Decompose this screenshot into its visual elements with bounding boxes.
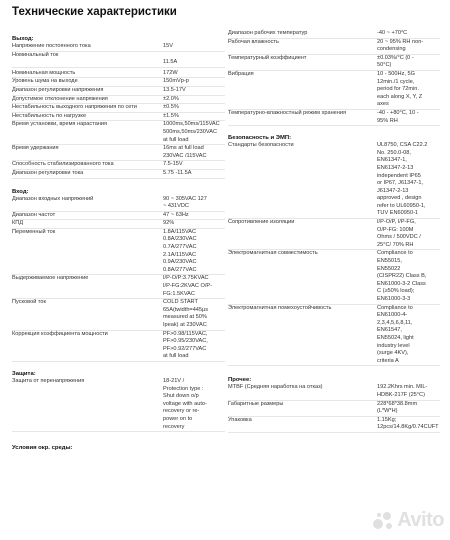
spec-row (12, 170, 225, 179)
spec-value-line: 47 ~ 63Hz (163, 211, 189, 218)
spec-row (228, 401, 440, 417)
spec-value-line: I/P-O/P, I/P-FG, (377, 219, 416, 226)
spec-value-line: ±2.0% (163, 95, 179, 102)
spec-value (163, 170, 225, 178)
spec-value-line: EN61347-1, (377, 157, 407, 164)
spec-label: Габаритные размеры (228, 400, 284, 407)
spec-value-line: criteria A (377, 357, 399, 364)
spec-value-line: 18-21V / (163, 377, 185, 384)
spec-value-line: PF>0.95/230VAC, (163, 338, 208, 345)
spec-value-line: 150mVp-p (163, 78, 189, 85)
spec-value-line: axes (377, 101, 389, 108)
spec-row (228, 110, 440, 126)
spec-row (12, 145, 225, 161)
spec-value-line: EN61347-2-13 (377, 164, 414, 171)
spec-label: MTBF (Средняя наработка на отказ) (228, 384, 323, 391)
spec-value-line: PF>0.98/115VAC, (163, 330, 208, 337)
spec-value (163, 196, 225, 211)
spec-value-line: recovery or re- (163, 408, 200, 415)
spec-value-line: Ohms / 500VDC / (377, 234, 421, 241)
spec-row (12, 220, 225, 229)
spec-value-line: refer to UL60950-1, (377, 202, 426, 209)
spec-label: Переменный ток (12, 228, 56, 235)
spec-value (163, 104, 225, 112)
spec-row (12, 299, 225, 330)
spec-value-line: -40 ~ +70°C (377, 30, 408, 36)
spec-label: Рабочая влажность (228, 38, 279, 45)
spec-value-line: EN55024, light (377, 334, 414, 341)
spec-value-line: 25°C/ 70% RH (377, 241, 414, 248)
spec-value (163, 78, 225, 86)
spec-value-line: 500ms,50ms/230VAC (163, 128, 217, 135)
spec-row (12, 196, 225, 212)
spec-value-line: 230VAC /115VAC (163, 152, 207, 159)
spec-label: Номинальный ток (12, 51, 59, 58)
spec-value-line: FG:1.5KVAC (163, 290, 195, 297)
spec-value-line: EN61000-3-3 (377, 296, 411, 302)
spec-value-line: HDBK-217F (25°C) (377, 391, 425, 398)
spec-value-line: period for 72min. (377, 86, 419, 93)
spec-row (228, 55, 440, 71)
spec-value-line: 2.1A/115VAC (163, 251, 197, 258)
spec-value (163, 121, 225, 144)
spec-label: Нестабильность по нагрузке (12, 112, 87, 119)
spec-label: Электромагнитная помехоустойчивость (228, 304, 332, 311)
spec-value-line: or IP67, J61347-1, (377, 180, 424, 187)
spec-value (377, 401, 440, 416)
spec-value-line: 2,3,4,5,6,8,11, (377, 319, 413, 326)
spec-value-line: 20 ~ 95% RH non- (377, 38, 424, 45)
spec-value (163, 331, 225, 361)
spec-value-line: I/P-FG:2KVAC O/P- (163, 283, 213, 290)
spec-value-line: 1000ms,50ms/115VAC (163, 121, 220, 128)
spec-value (377, 39, 440, 54)
spec-value (163, 161, 225, 169)
spec-label: Напряжение постоянного тока (12, 43, 91, 49)
spec-row (12, 78, 225, 87)
spec-row (12, 96, 225, 105)
spec-value-line: C (≥50% load); (377, 288, 415, 295)
spec-value (163, 220, 225, 228)
spec-row (12, 104, 225, 113)
spec-value-line: 95% RH (377, 117, 398, 124)
section-heading: Выход: (12, 36, 34, 42)
spec-value (377, 384, 440, 399)
avito-watermark (372, 509, 444, 532)
spec-value-line: 0.8A/277VAC (163, 266, 197, 273)
spec-value-line: at full load (163, 136, 189, 143)
spec-value-line: ±0.03%/°C (0 - (377, 54, 414, 61)
spec-value (377, 250, 440, 303)
spec-value-line: 228*68*38.8mm (377, 400, 418, 407)
spec-row (12, 113, 225, 122)
spec-value-line: UL8750, CSA C22.2 (377, 142, 428, 149)
spec-value-line: 7.5-15V (163, 161, 183, 168)
spec-value (377, 142, 440, 218)
spec-label: Коррекция коэффициента мощности (12, 330, 108, 337)
spec-label: Упаковка (228, 416, 252, 423)
spec-value-line: PF>0.92/277VAC (163, 345, 207, 352)
spec-value-line: (surge 4KV), (377, 350, 409, 357)
spec-value-line: (L*W*H) (377, 408, 398, 415)
spec-value-line: ~ 431VDC (163, 203, 189, 210)
spec-value (377, 30, 440, 38)
section-heading: Защита: (12, 370, 36, 377)
spec-value-line: 12pcs/14.8Kg/0.74CUFT (377, 424, 439, 431)
spec-value-line: Shut down o/p (163, 393, 199, 400)
spec-value-line: measured at 50% (163, 314, 207, 321)
spec-row (228, 250, 440, 304)
spec-label: Нестабильность выходного напряжения по сети (12, 104, 137, 111)
spec-value (163, 275, 225, 298)
spec-row (12, 121, 225, 145)
spec-row (12, 43, 225, 52)
spec-value-line: -40 - +80°C, 10 - (377, 109, 419, 116)
spec-value-line: industry level (377, 342, 410, 349)
spec-value-line: 0.9A/230VAC (163, 259, 197, 266)
spec-label: Электромагнитная совместимость (228, 250, 318, 257)
spec-value-line: 65A(twidth=445μs (163, 306, 209, 313)
spec-value-line: Ipeak) at 230VAC (163, 322, 207, 328)
watermark-text: Avito (397, 509, 444, 531)
spec-value-line: J61347-2-13 (377, 187, 409, 194)
spec-value-line: Compliance to (377, 304, 413, 311)
spec-value (377, 71, 440, 109)
spec-value-line: 10 - 500Hz, 5G (377, 70, 415, 77)
spec-value (163, 299, 225, 329)
spec-value-line: ±0.5% (163, 104, 179, 111)
spec-value-line: TUV EN60950-1 (377, 210, 419, 217)
spec-value-line: 50°C) (377, 62, 392, 69)
spec-row (12, 378, 225, 432)
spec-value-line: each along X, Y, Z (377, 93, 423, 100)
spec-value-line: 90 ~ 305VAC 127 (163, 195, 207, 202)
spec-value-line: 92% (163, 220, 175, 227)
spec-value-line: 11.5A (163, 59, 178, 66)
spec-value-line: 5.75 -11.5A (163, 169, 192, 176)
spec-label: Сопротивление изоляции (228, 219, 295, 226)
spec-value-line: 16ms at full load (163, 145, 204, 152)
spec-value-line: (CISPR22) Class B, (377, 273, 427, 280)
spec-row (12, 331, 225, 362)
spec-value-line: condensing (377, 46, 406, 53)
spec-value-line: No. 250.0-08, (377, 149, 411, 156)
spec-value (163, 212, 225, 220)
spec-row (228, 384, 440, 400)
spec-label: Диапазон входных напряжений (12, 195, 94, 202)
spec-value (163, 113, 225, 121)
spec-row (12, 70, 225, 79)
spec-label: Время установки, время нарастания (12, 121, 108, 128)
spec-row (12, 275, 225, 299)
spec-value (377, 110, 440, 125)
spec-label: Защита от перенапряжения (12, 377, 85, 384)
spec-label: Уровень шума на выходе (12, 78, 78, 85)
spec-row (228, 417, 440, 433)
spec-value-line: voltage with auto- (163, 400, 207, 407)
spec-value-line: Protection type : (163, 385, 204, 392)
spec-value-line: recovery (163, 423, 185, 430)
section-heading: Прочее: (228, 377, 252, 384)
spec-row (12, 52, 225, 68)
spec-row (228, 305, 440, 367)
spec-value (163, 96, 225, 104)
spec-value-line: 1.15Kg; (377, 416, 397, 423)
spec-value (163, 52, 225, 67)
spec-value-line: EN61000-3-2 Class (377, 280, 426, 287)
spec-value (163, 145, 225, 160)
avito-logo-icon (372, 510, 394, 532)
spec-label: Время удержания (12, 145, 59, 152)
spec-label: Выдерживаемое напряжение (12, 275, 89, 282)
spec-value-line: O/P-FG: 100M (377, 226, 414, 233)
page-title: Технические характеристики (12, 6, 177, 18)
spec-label: Допустимое отклонение напряжения (12, 95, 108, 102)
spec-label: Номинальная мощность (12, 69, 76, 76)
spec-label: Температурный коэффициент (228, 54, 307, 61)
spec-row (228, 142, 440, 219)
spec-value-line: 13.5-17V (163, 86, 186, 93)
spec-value-line: 172W (163, 69, 178, 76)
spec-value-line: COLD START (163, 299, 198, 306)
right-spec-column (228, 30, 440, 433)
spec-value (377, 417, 440, 432)
spec-value (163, 229, 225, 275)
spec-row (12, 212, 225, 221)
spec-row (12, 229, 225, 276)
spec-label: Пусковой ток (12, 299, 46, 306)
spec-row (228, 219, 440, 250)
spec-value (163, 378, 225, 431)
spec-row (228, 39, 440, 55)
spec-value-line: EN61000-4- (377, 312, 408, 319)
spec-value-line: at full load (163, 353, 189, 360)
spec-label: Способность стабилизированного тока (12, 161, 114, 168)
spec-label: Стандарты безопасности (228, 142, 294, 149)
spec-value-line: EN61547, (377, 327, 402, 334)
spec-value-line: approved , design (377, 195, 422, 202)
spec-value (377, 305, 440, 366)
spec-label: Диапазон рабочих температур (228, 30, 308, 36)
left-spec-column (12, 30, 225, 452)
spec-value (163, 43, 225, 51)
section-heading: Условия окр. среды: (12, 445, 73, 452)
section-heading: Вход: (12, 188, 29, 195)
spec-value (163, 70, 225, 78)
spec-row (12, 161, 225, 170)
spec-value-line (163, 52, 225, 60)
spec-value-line: ±1.5% (163, 112, 179, 119)
spec-value-line: Compliance to (377, 250, 413, 257)
spec-value-line: EN55015, (377, 258, 402, 265)
spec-row (228, 71, 440, 110)
spec-value-line: EN55022 (377, 265, 401, 272)
spec-value-line: 0.8A/230VAC (163, 236, 197, 243)
spec-label: Вибрация (228, 70, 254, 77)
spec-label: Диапазон частот (12, 211, 56, 218)
spec-value-line: independent IP65 (377, 172, 421, 179)
spec-row (12, 87, 225, 96)
spec-value (163, 87, 225, 95)
spec-value-line: 1.8A/115VAC (163, 228, 197, 235)
spec-value-line: 192.2Khrs min. MIL- (377, 384, 428, 391)
spec-value (377, 219, 440, 249)
spec-value-line: I/P-O/P:3.75KVAC (163, 275, 209, 282)
spec-label: Диапазон регулировки напряжения (12, 86, 104, 93)
spec-label: Температурно-влажностный режим хранения (228, 109, 347, 116)
spec-value (377, 55, 440, 70)
spec-value-line: 15V (163, 43, 173, 49)
spec-value-line: power on to (163, 415, 193, 422)
section-heading: Безопасность и ЭМП: (228, 135, 292, 142)
spec-value-line: 12min./1 cycle, (377, 78, 415, 85)
spec-row (228, 30, 440, 39)
spec-value-line: 0.7A/277VAC (163, 244, 197, 251)
spec-label: Диапазон регулировки тока (12, 169, 84, 176)
spec-label: КПД (12, 220, 24, 227)
